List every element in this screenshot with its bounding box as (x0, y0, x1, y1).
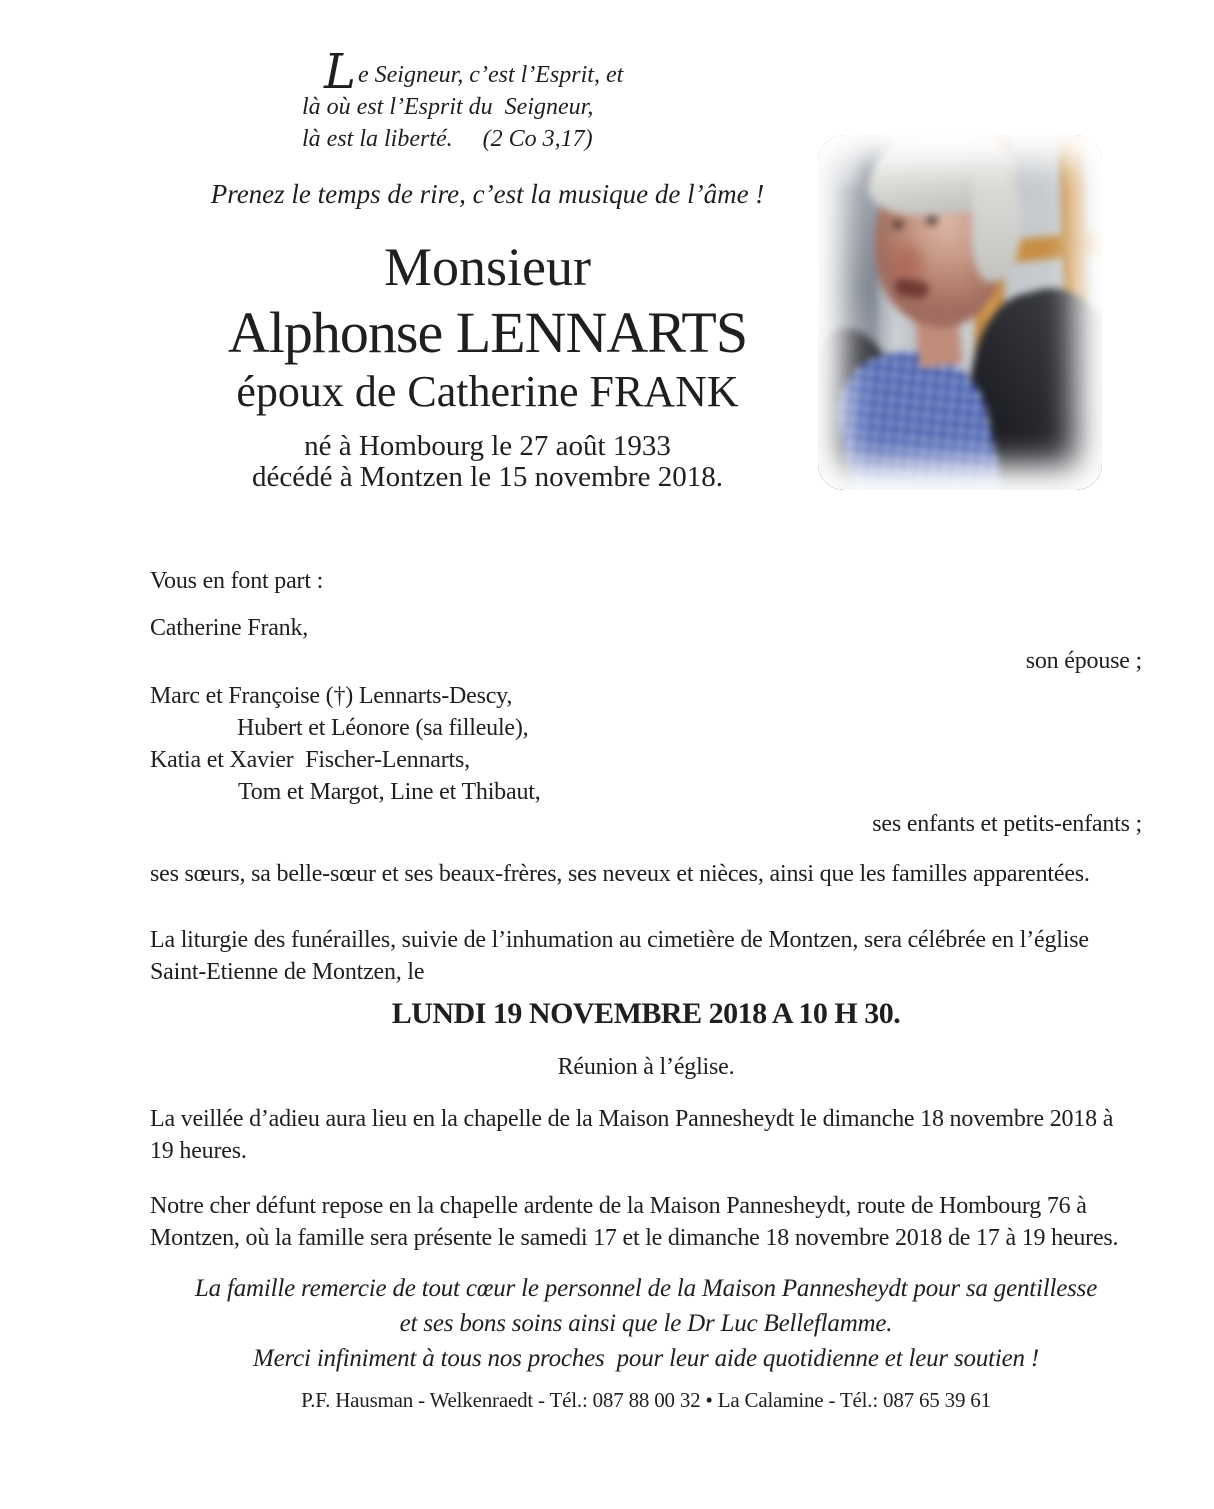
vigil-paragraph: La veillée d’adieu aura lieu en la chapelle de la Maison Pannesheydt le dimanche 18 novembre 2018 à 19 heures. (150, 1106, 1114, 1164)
liturgy-paragraph: La liturgie des funérailles, suivie de l’inhumation au cimetière de Montzen, sera célébrée en l’église Saint-Etienne de Montzen, le (150, 927, 1089, 985)
quote-line-2: là où est l’Esprit du Seigneur, (302, 94, 594, 120)
quote-line-1: e Seigneur, c’est l’Esprit, et (358, 62, 624, 88)
motto-line: Prenez le temps de rire, c’est la musique de l’âme ! (210, 179, 765, 209)
thanks-block (150, 1271, 1142, 1376)
child-line: Katia et Xavier Fischer-Lennarts, (150, 747, 470, 773)
thanks-line: et ses bons soins ainsi que le Dr Luc Belleflamme. (399, 1310, 893, 1337)
funeral-datetime: LUNDI 19 NOVEMBRE 2018 A 10 H 30. (391, 997, 901, 1030)
deceased-birth-line: né à Hombourg le 27 août 1933 (304, 430, 671, 462)
child-line: Tom et Margot, Line et Thibaut, (238, 779, 541, 805)
thanks-line: Merci infiniment à tous nos proches pour leur aide quotidienne et leur soutien ! (253, 1345, 1039, 1372)
announcement-intro: Vous en font part : (150, 568, 324, 594)
relatives-paragraph: ses sœurs, sa belle-sœur et ses beaux-frères, ses neveux et nièces, ainsi que les familles apparentées. (150, 861, 1090, 887)
quote-line-3: là est la liberté. (2 Co 3,17) (302, 126, 593, 152)
quote-drop-cap: L (324, 44, 356, 100)
funeral-home-footer: P.F. Hausman - Welkenraedt - Tél.: 087 88 00 32 • La Calamine - Tél.: 087 65 39 61 (301, 1388, 991, 1412)
children-list (150, 680, 1142, 808)
deceased-name: Alphonse LENNARTS (227, 300, 748, 365)
deceased-relation: époux de Catherine FRANK (236, 367, 739, 416)
thanks-line: La famille remercie de tout cœur le personnel de la Maison Pannesheydt pour sa gentillesse (194, 1275, 1098, 1302)
photo-vignette (818, 135, 1102, 490)
child-line: Marc et Françoise (†) Lennarts-Descy, (150, 683, 513, 709)
announcement-body (150, 565, 1142, 1414)
deceased-salutation: Monsieur (384, 237, 591, 297)
spouse-role: son épouse ; (1025, 648, 1142, 674)
deceased-death-line: décédé à Montzen le 15 novembre 2018. (251, 461, 724, 493)
portrait-photo (818, 135, 1102, 490)
children-role: ses enfants et petits-enfants ; (872, 811, 1142, 837)
scripture-quote (302, 44, 772, 155)
meeting-line: Réunion à l’église. (557, 1054, 735, 1080)
spouse-name: Catherine Frank, (150, 615, 309, 641)
repose-paragraph: Notre cher défunt repose en la chapelle ardente de la Maison Pannesheydt, route de Hombourg 76 à Montzen, où la famille sera présente le samedi 17 et le dimanche 18 novembre 2018 de 17 à 19 heures. (150, 1193, 1119, 1251)
child-line: Hubert et Léonore (sa filleule), (237, 715, 529, 741)
